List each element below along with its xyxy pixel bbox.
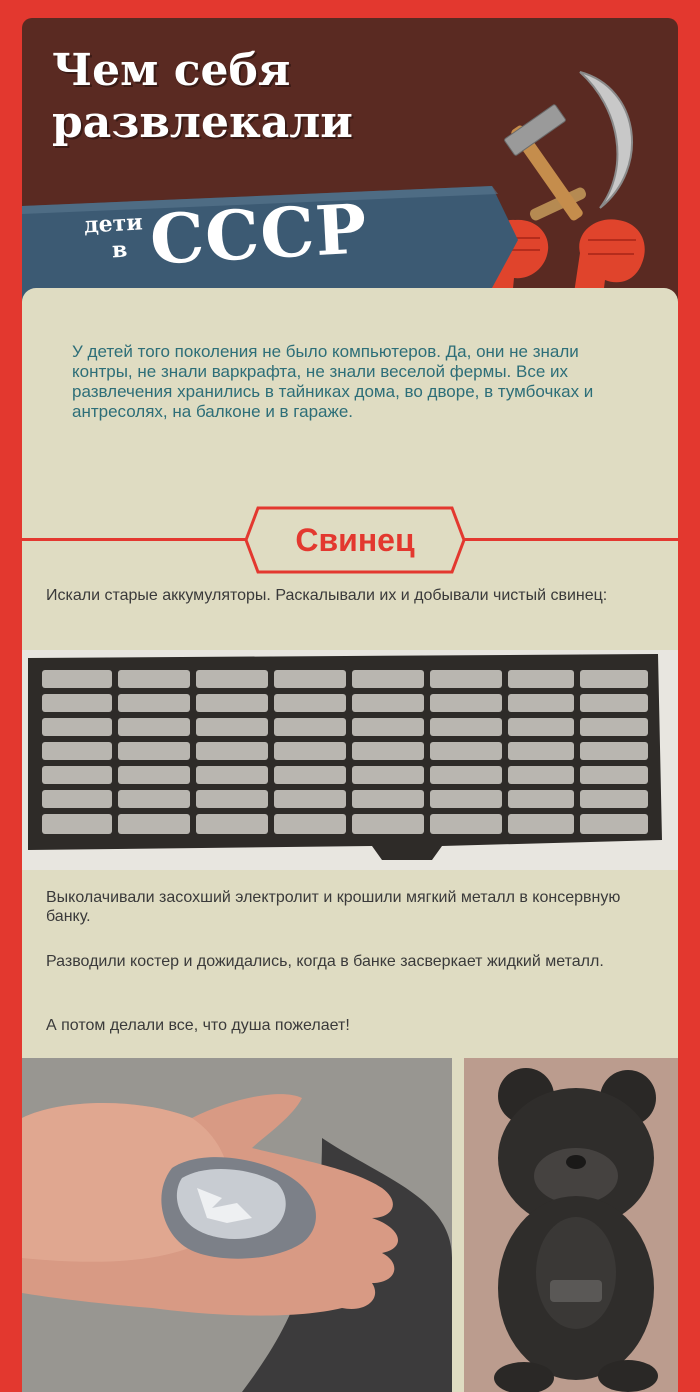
paragraph-2: Выколачивали засохший электролит и крошили мягкий металл в консервную банку. — [46, 889, 621, 925]
hand-with-lead-photo — [22, 1058, 452, 1392]
intro-text: У детей того поколения не было компьютеров. Да, они не знали контры, не знали варкрафта, не знали веселой фермы. Все их развлечения хранились в тайниках дома, во дворе, в тумбочках и антресолях, на балконе и в гараже. — [72, 342, 594, 421]
battery-grid-photo — [22, 650, 678, 870]
title-line-1: Чем себя — [52, 45, 291, 96]
title-line-2: развлекали — [52, 97, 353, 148]
ribbon-small-1: дети — [83, 209, 144, 239]
paragraph-4: А потом делали все, что душа пожелает! — [46, 1017, 350, 1034]
header-panel — [22, 18, 678, 318]
section-heading: Свинец — [295, 522, 415, 558]
paragraph-3: Разводили костер и дожидались, когда в банке засверкает жидкий металл. — [46, 953, 604, 970]
content-panel — [22, 288, 678, 1392]
ribbon-big: СССР — [148, 189, 370, 281]
paragraph-1: Искали старые аккумуляторы. Раскалывали их и добывали чистый свинец: — [46, 587, 608, 604]
ribbon-small-2: в — [111, 236, 128, 264]
misha-bear-figurine-photo — [464, 1058, 678, 1392]
